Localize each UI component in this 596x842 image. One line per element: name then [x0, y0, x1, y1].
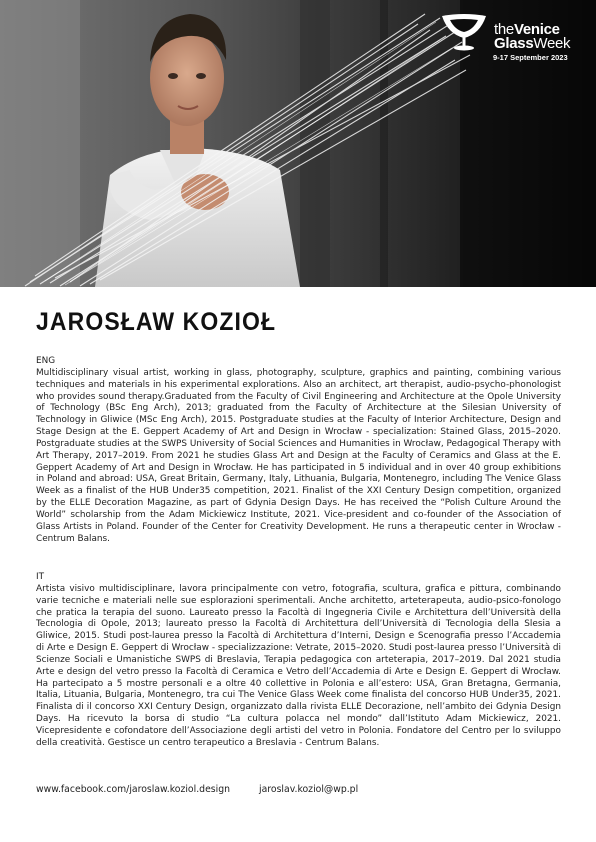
bio-text-it: Artista visivo multidisciplinare, lavora principalmente con vetro, fotografia, scultura, grafica e pittura, combinando varie tecniche e materiali nelle sue esplorazioni sperimentali. Anche architetto, arteterapeuta, audio-psico-fonologo che pratica la terapia del suono. Laureato presso la Facoltà di Ingegneria Civile e Architettura dell’Università della Tecnologia di Opole, 2013; laureato presso la Facoltà di Architettura dell’Università di Tecnologia della Slesia a Gliwice, 2015. Studi post-laurea presso la Facoltà di Architettura d’Interni, Design e Scenografia presso l’Accademia di Arte e Design E. Geppert di Wrocław - specializzazione: Vetrate, 2015–2020. Studi post-laurea presso l’Università di Scienze Sociali e Umanistiche SWPS di Breslavia, Terapia pedagogica con arteterapia, 2017–2019. Dal 2021 studia Arte e design del vetro presso la Facoltà di Ceramica e Vetro dell’Accademia di Arte e Design E. Geppert di Wrocław. Ha partecipato a 5 mostre personali e a oltre 40 collettive in Polonia e all’estero: USA, Gran Bretagna, Germania, Italia, Lituania, Bulgaria, Montenegro, tra cui The Venice Glass Week come finalista del concorso HUB Under35, 2021. Finalista di il concorso XXI Century Design, organizzato dalla rivista ELLE Decorazione, nell’ambito dei Gdynia Design Days. Ha ricevuto la borsa di studio “La cultura polacca nel mondo” dall’Istituto Adam Mickiewicz, 2021. Vicepresidente e cofondatore dell’Associazione degli artisti del vetro in Polonia. Fondatore del Centro per lo sviluppo della creatività. Gestisce un centro terapeutico a Breslavia - Centrum Balans.	[36, 583, 561, 748]
glass-goblet-icon	[440, 12, 488, 52]
artist-name: JAROSŁAW KOZIOŁ	[36, 308, 277, 336]
bio-text-en: Multidisciplinary visual artist, working in glass, photography, sculpture, graphics and painting, combining various techniques and materials in his experimental explorations. Also an architect, art therapist, audio-psycho-phonologist who provides sound therapy.Graduated from the Faculty of Civil Engineering and Architecture at the Opole University of Technology (BSc Eng Arch), 2013; graduated from the Faculty of Architecture at the Silesian University of Technology in Gliwice (MSc Eng Arch), 2015. Postgraduate studies at the Faculty of Interior Architecture, Design and Stage Design at the E. Geppert Academy of Art and Design in Wrocław - specialization: Stained Glass, 2015–2020. Postgraduate studies at the SWPS University of Social Sciences and Humanities in Wrocław, Pedagogical Therapy with Art Therapy, 2017–2019. From 2021 he studies Glass Art and Design at the Faculty of Ceramics and Glass at the E. Geppert Academy of Art and Design in Wrocław. He has participated in 5 individual and in over 40 group exhibitions in Poland and abroad: USA, Great Britain, Germany, Italy, Lithuania, Bulgaria, Montenegro, including The Venice Glass Week as a finalist of the HUB Under35 competition, 2021. Finalist of the XXI Century Design competition, organized by the ELLE Decoration Magazine, as part of Gdynia Design Days. He has received the “Polish Culture Around the World” scholarship from the Adam Mickiewicz Institute, 2021. Vice-president and co-founder of the Association of Glass Artists in Poland. Founder of the Center for Creativity Development. He runs a therapeutic center in Wrocław - Centrum Balans.	[36, 367, 561, 544]
bio-italian	[36, 572, 561, 750]
brand-prefix: the	[494, 21, 514, 38]
brand-glass: Glass	[494, 35, 534, 52]
event-dates: 9-17 September 2023	[493, 53, 568, 62]
brand-venice: Venice	[513, 21, 560, 38]
brand-week: Week	[533, 35, 571, 52]
brand-line2	[494, 36, 570, 51]
artist-photo	[0, 0, 596, 287]
venice-glass-week-logo	[440, 12, 590, 70]
email-link[interactable]: jaroslav.koziol@wp.pl	[259, 784, 359, 795]
contact-footer	[36, 784, 359, 795]
lang-label-en: ENG	[36, 356, 56, 366]
lang-label-it: IT	[36, 572, 45, 582]
bio-english	[36, 356, 561, 546]
facebook-link[interactable]: www.facebook.com/jaroslaw.koziol.design	[36, 784, 231, 795]
